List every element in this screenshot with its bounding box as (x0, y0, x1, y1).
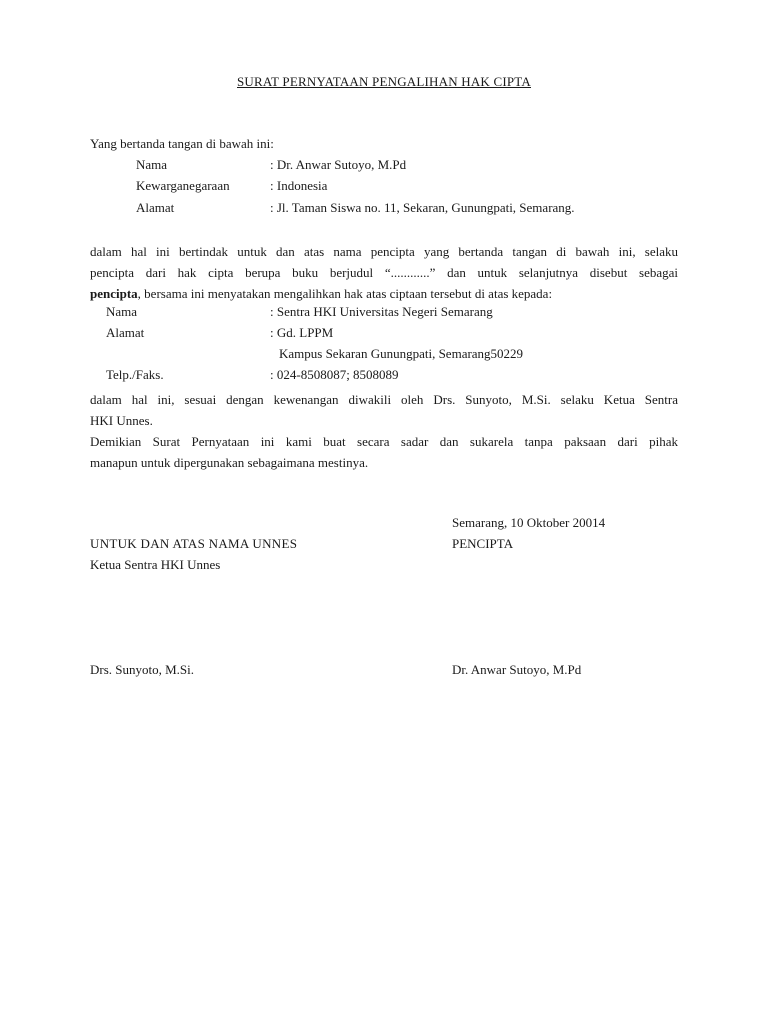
body-line-3-rest: , bersama ini menyatakan mengalihkan hak atas ciptaan tersebut di atas kepada: (137, 286, 553, 301)
recipient-row-address-2 (0, 346, 768, 362)
body-line-1: dalam hal ini bertindak untuk dan atas nama pencipta yang bertanda tangan di bawah ini, selaku (90, 244, 678, 259)
recipient-address-label: Alamat (106, 325, 145, 340)
recipient-row-phone (0, 367, 768, 383)
signer-address-label: Alamat (136, 200, 175, 215)
closing-line-4: manapun untuk dipergunakan sebagaimana mestinya. (90, 455, 369, 470)
recipient-name-label: Nama (106, 304, 138, 319)
signer-row-citizenship (0, 178, 768, 194)
recipient-row-name (0, 304, 768, 320)
closing-line-3: Demikian Surat Pernyataan ini kami buat secara sadar dan sukarela tanpa paksaan dari pihak (90, 434, 678, 449)
signer-address-value: : Jl. Taman Siswa no. 11, Sekaran, Gunungpati, Semarang. (270, 200, 575, 215)
document-title: SURAT PERNYATAAN PENGALIHAN HAK CIPTA (237, 74, 531, 89)
recipient-row-address (0, 325, 768, 341)
recipient-phone-value: : 024-8508087; 8508089 (270, 367, 399, 382)
left-signature-heading: UNTUK DAN ATAS NAMA UNNES (90, 536, 298, 551)
pencipta-bold: pencipta (90, 286, 138, 301)
body-line-3 (90, 283, 678, 304)
signer-row-name (0, 157, 768, 173)
closing-line-2: HKI Unnes. (90, 413, 153, 428)
signer-citizenship-label: Kewarganegaraan (136, 178, 230, 193)
left-signatory-name: Drs. Sunyoto, M.Si. (90, 662, 195, 677)
closing-line-1: dalam hal ini, sesuai dengan kewenangan diwakili oleh Drs. Sunyoto, M.Si. selaku Ketua Sentra (90, 392, 678, 407)
recipient-address-2-value: Kampus Sekaran Gunungpati, Semarang50229 (279, 346, 524, 361)
signer-name-value: : Dr. Anwar Sutoyo, M.Pd (270, 157, 407, 172)
body-line-2: pencipta dari hak cipta berupa buku berjudul “............” dan untuk selanjutnya disebut sebagai (90, 265, 678, 280)
right-signatory-name: Dr. Anwar Sutoyo, M.Pd (452, 662, 582, 677)
left-signature-role: Ketua Sentra HKI Unnes (90, 557, 221, 572)
recipient-address-value: : Gd. LPPM (270, 325, 334, 340)
recipient-name-value: : Sentra HKI Universitas Negeri Semarang (270, 304, 493, 319)
right-signature-heading: PENCIPTA (452, 536, 514, 551)
signer-row-address (0, 200, 768, 216)
signer-citizenship-value: : Indonesia (270, 178, 328, 193)
signer-name-label: Nama (136, 157, 168, 172)
signing-date: Semarang, 10 Oktober 20014 (452, 515, 606, 530)
intro-text: Yang bertanda tangan di bawah ini: (90, 136, 274, 151)
recipient-phone-label: Telp./Faks. (106, 367, 164, 382)
